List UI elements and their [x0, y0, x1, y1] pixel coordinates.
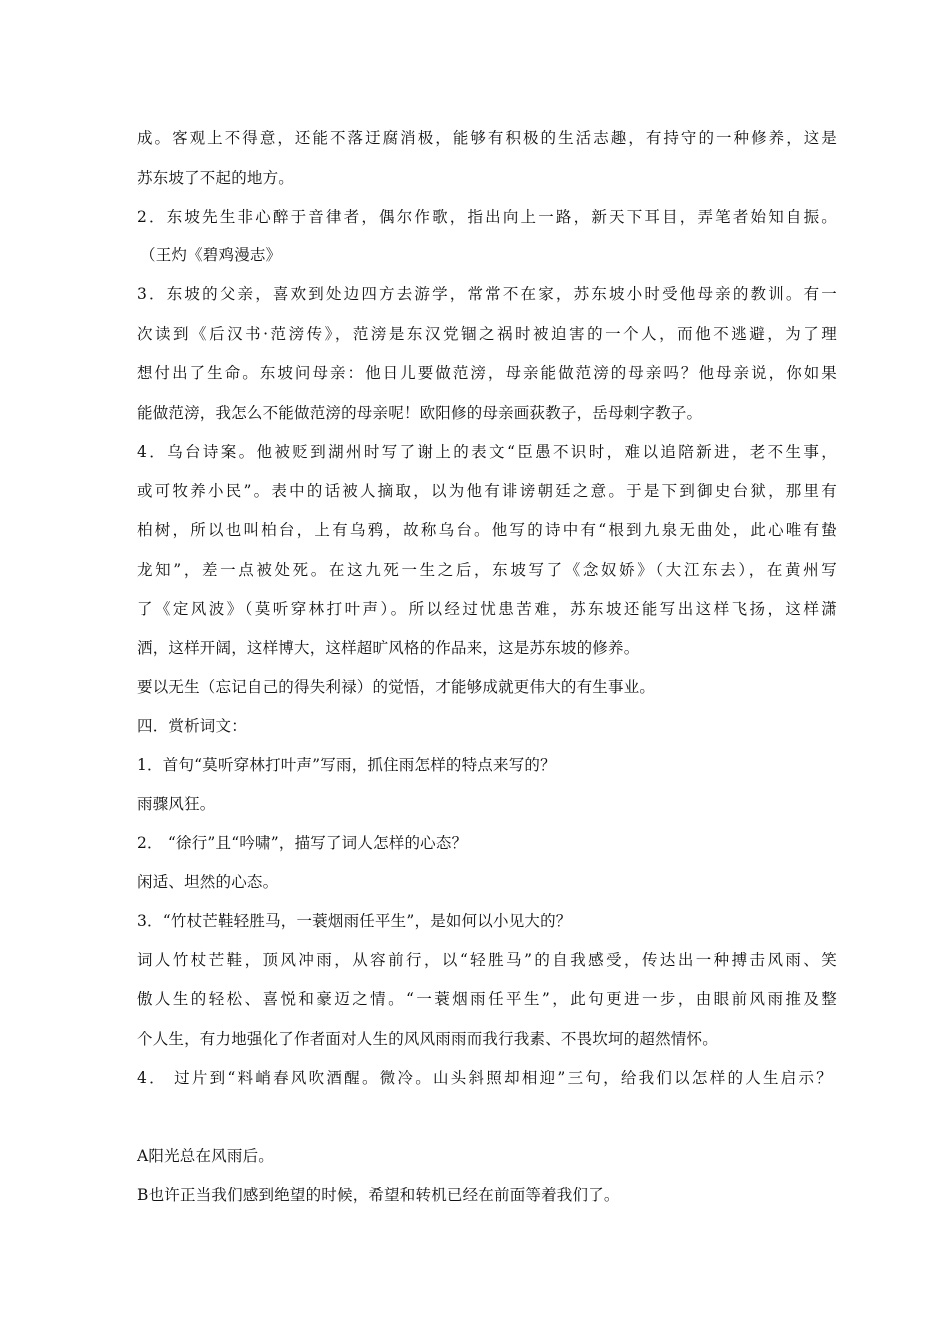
paragraph-line: 洒，这样开阔，这样博大，这样超旷风格的作品来，这是苏东坡的修养。	[137, 639, 640, 657]
section-heading: 四．赏析词文：	[137, 717, 247, 735]
paragraph-line: 能做范滂，我怎么不能做范滂的母亲呢！欧阳修的母亲画荻教子，岳母刺字教子。	[137, 404, 703, 422]
paragraph-line: 了《定风波》（莫听穿林打叶声）。所以经过忧患苦难，苏东坡还能写出这样飞扬，这样潇	[137, 600, 837, 618]
question-line: 4． 过片到“料峭春风吹酒醒。微冷。山头斜照却相迎”三句，给我们以怎样的人生启示？	[137, 1069, 832, 1087]
question-line: 2． “徐行”且“吟啸”，描写了词人怎样的心态？	[137, 834, 468, 852]
paragraph-line: 柏树，所以也叫柏台，上有乌鸦，故称乌台。他写的诗中有“根到九泉无曲处，此心唯有蛰	[137, 521, 837, 539]
question-line: 1．首句“莫听穿林打叶声”写雨，抓住雨怎样的特点来写的？	[137, 756, 556, 774]
answer-option-b: B也许正当我们感到绝望的时候，希望和转机已经在前面等着我们了。	[137, 1186, 620, 1204]
question-line: 3．“竹杖芒鞋轻胜马，一蓑烟雨任平生”，是如何以小见大的？	[137, 912, 572, 930]
paragraph-line: 要以无生（忘记自己的得失利禄）的觉悟，才能够成就更伟大的有生事业。	[137, 678, 656, 696]
answer-line: 雨骤风狂。	[137, 795, 216, 813]
paragraph-line: 4．乌台诗案。他被贬到湖州时写了谢上的表文“臣愚不识时，难以追陪新进，老不生事，	[137, 443, 837, 461]
paragraph-line: 2．东坡先生非心醉于音律者，偶尔作歌，指出向上一路，新天下耳目，弄笔者始知自振。	[137, 208, 837, 226]
paragraph-line: 苏东坡了不起的地方。	[137, 169, 295, 187]
paragraph-line: 3．东坡的父亲，喜欢到处边四方去游学，常常不在家，苏东坡小时受他母亲的教训。有一	[137, 285, 837, 303]
answer-line: 个人生，有力地强化了作者面对人生的风风雨雨而我行我素、不畏坎坷的超然情怀。	[137, 1030, 718, 1048]
paragraph-line: 想付出了生命。东坡问母亲：他日儿要做范滂，母亲能做范滂的母亲吗？他母亲说，你如果	[137, 364, 837, 382]
answer-line: 词人竹杖芒鞋，顶风冲雨，从容前行，以“轻胜马”的自我感受，传达出一种搏击风雨、笑	[137, 951, 837, 969]
paragraph-line: 或可牧养小民”。表中的话被人摘取，以为他有诽谤朝廷之意。于是下到御史台狱，那里有	[137, 482, 837, 500]
answer-option-a: A阳光总在风雨后。	[137, 1147, 274, 1165]
paragraph-line: 成。客观上不得意，还能不落迂腐消极，能够有积极的生活志趣，有持守的一种修养，这是	[137, 129, 837, 147]
paragraph-line: 龙知”，差一点被处死。在这九死一生之后，东坡写了《念奴娇》（大江东去），在黄州写	[137, 561, 837, 579]
answer-line: 闲适、坦然的心态。	[137, 873, 279, 891]
citation-line: （王灼《碧鸡漫志》	[140, 246, 282, 264]
answer-line: 傲人生的轻松、喜悦和豪迈之情。“一蓑烟雨任平生”，此句更进一步，由眼前风雨推及整	[137, 990, 837, 1008]
paragraph-line: 次读到《后汉书·范滂传》，范滂是东汉党锢之祸时被迫害的一个人，而他不逃避，为了理	[137, 325, 837, 343]
